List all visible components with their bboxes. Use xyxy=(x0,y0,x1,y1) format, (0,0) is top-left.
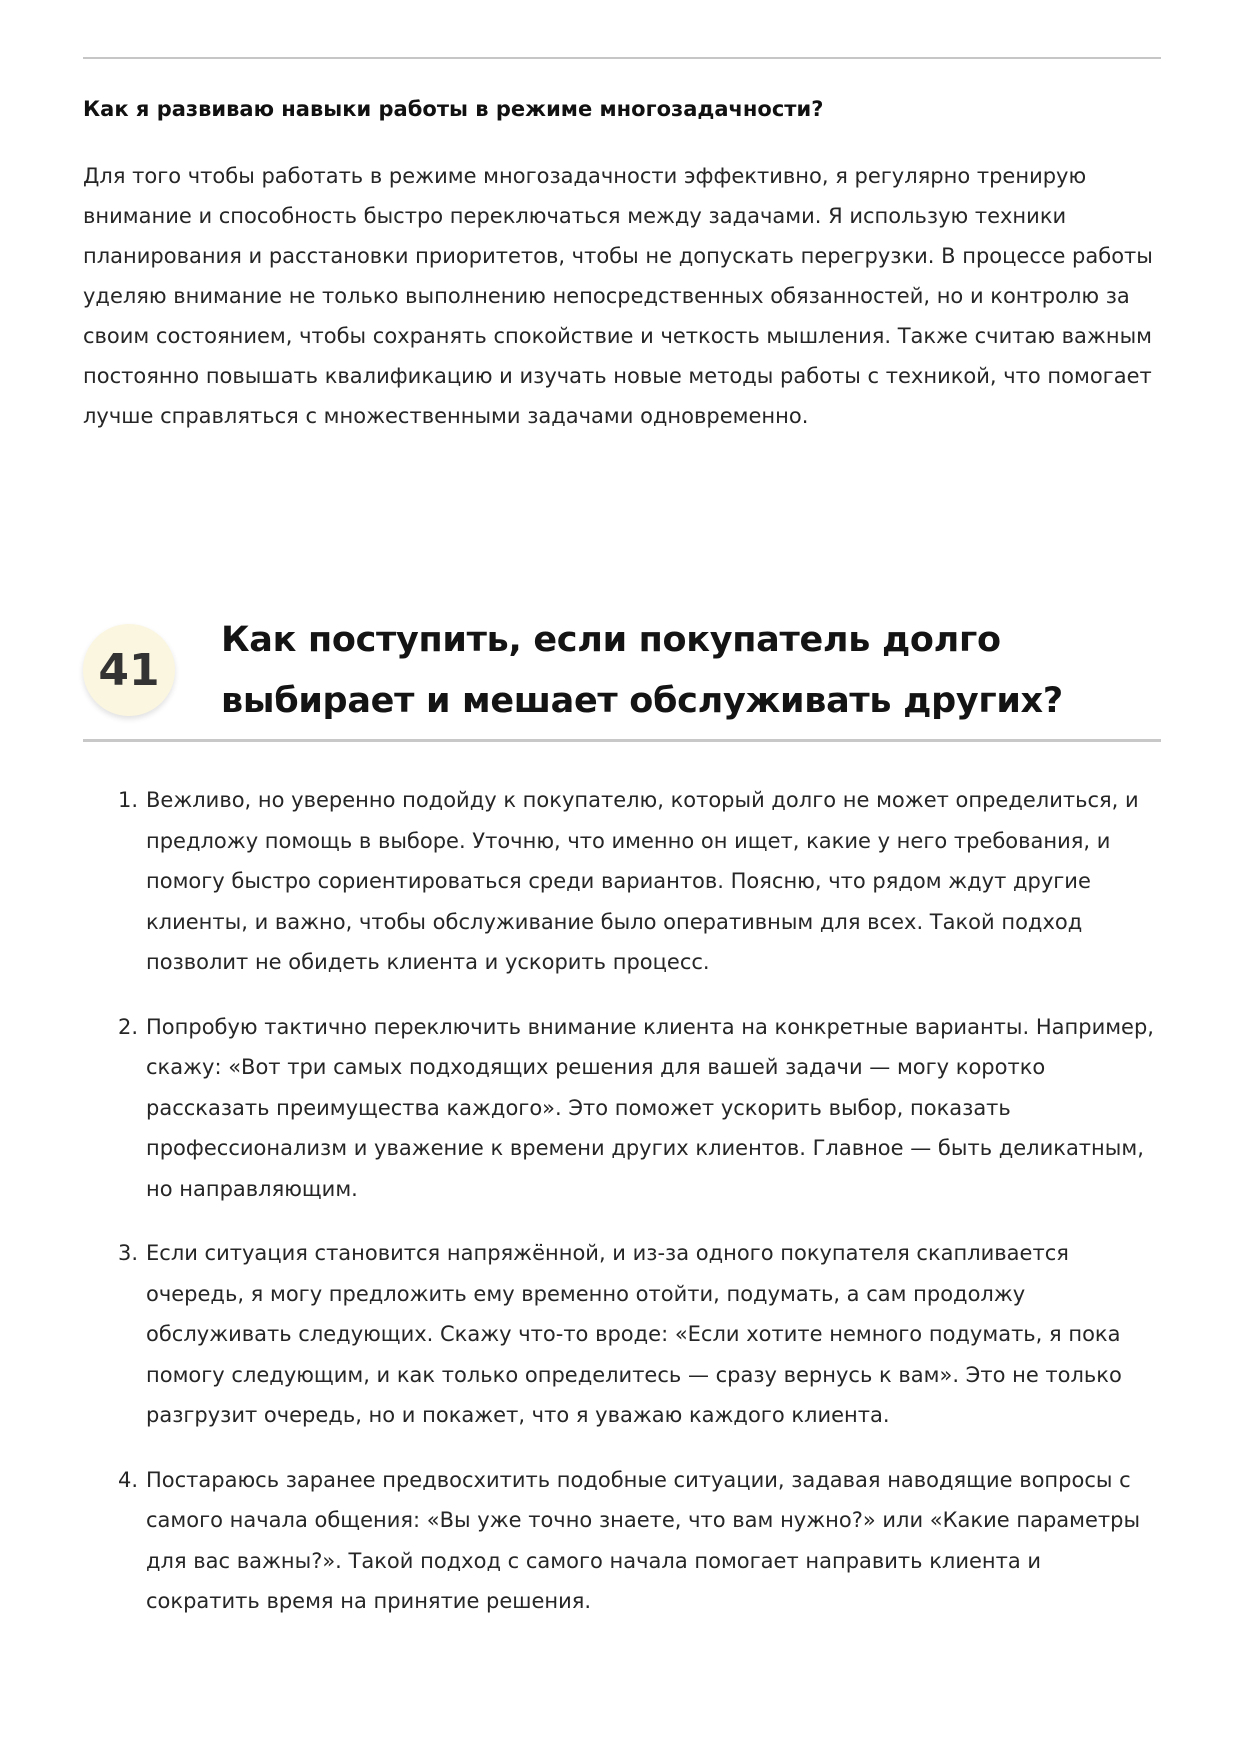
answer-item xyxy=(83,780,1161,983)
question-header xyxy=(83,610,1161,740)
answer-text: Если ситуация становится напряжённой, и из-за одного покупателя скапливается очередь, я могу предложить ему временно отойти, подумать, а сам продолжу обслуживать следующих. Скажу что-то вроде: «Если хотите немного подумать, я пока помогу следующим, и как только определитесь — сразу вернусь к вам». Это не только разгрузит очередь, но и покажет, что я уважаю каждого клиента. xyxy=(146,1241,1122,1427)
question-number-badge: 41 xyxy=(83,624,175,716)
answer-number: 3. xyxy=(118,1241,139,1265)
top-divider xyxy=(83,57,1161,59)
answer-number: 2. xyxy=(118,1014,139,1039)
answer-number: 4. xyxy=(118,1467,139,1492)
answer-text: Постараюсь заранее предвосхитить подобные ситуации, задавая наводящие вопросы с самого начала общения: «Вы уже точно знаете, что вам нужно?» или «Какие параметры для вас важны?». Такой подход с самого начала помогает направить клиента и сократить время на принятие решения. xyxy=(146,1467,1141,1613)
answer-text: Вежливо, но уверенно подойду к покупателю, который долго не может определиться, и предложу помощь в выборе. Уточню, что именно он ищет, какие у него требования, и помогу быстро сориентироваться среди вариантов. Поясню, что рядом ждут другие клиенты, и важно, чтобы обслуживание было оперативным для всех. Такой подход позволит не обидеть клиента и ускорить процесс. xyxy=(146,788,1139,974)
answer-item xyxy=(83,1460,1161,1622)
answer-item xyxy=(83,1233,1161,1436)
sub-question-title: Как я развиваю навыки работы в режиме многозадачности? xyxy=(83,97,824,121)
answer-item xyxy=(83,1007,1161,1210)
answer-text: Попробую тактично переключить внимание клиента на конкретные варианты. Например, скажу: «Вот три самых подходящих решения для вашей задачи — могу коротко рассказать преимущества каждого». Это поможет ускорить выбор, показать профессионализм и уважение к времени других клиентов. Главное — быть деликатным, но направляющим. xyxy=(146,1014,1154,1201)
question-divider xyxy=(83,739,1161,742)
answer-number: 1. xyxy=(118,788,139,812)
sub-question-answer: Для того чтобы работать в режиме многозадачности эффективно, я регулярно тренирую внимание и способность быстро переключаться между задачами. Я использую техники планирования и расстановки приоритетов, чтобы не допускать перегрузки. В процессе работы уделяю внимание не только выполнению непосредственных обязанностей, но и контролю за своим состоянием, чтобы сохранять спокойствие и четкость мышления. Также считаю важным постоянно повышать квалификацию и изучать новые методы работы с техникой, что помогает лучше справляться с множественными задачами одновременно. xyxy=(83,164,1153,428)
question-title: Как поступить, если покупатель долго выбирает и мешает обслуживать других? xyxy=(221,620,1063,721)
answer-list xyxy=(83,780,1161,1646)
